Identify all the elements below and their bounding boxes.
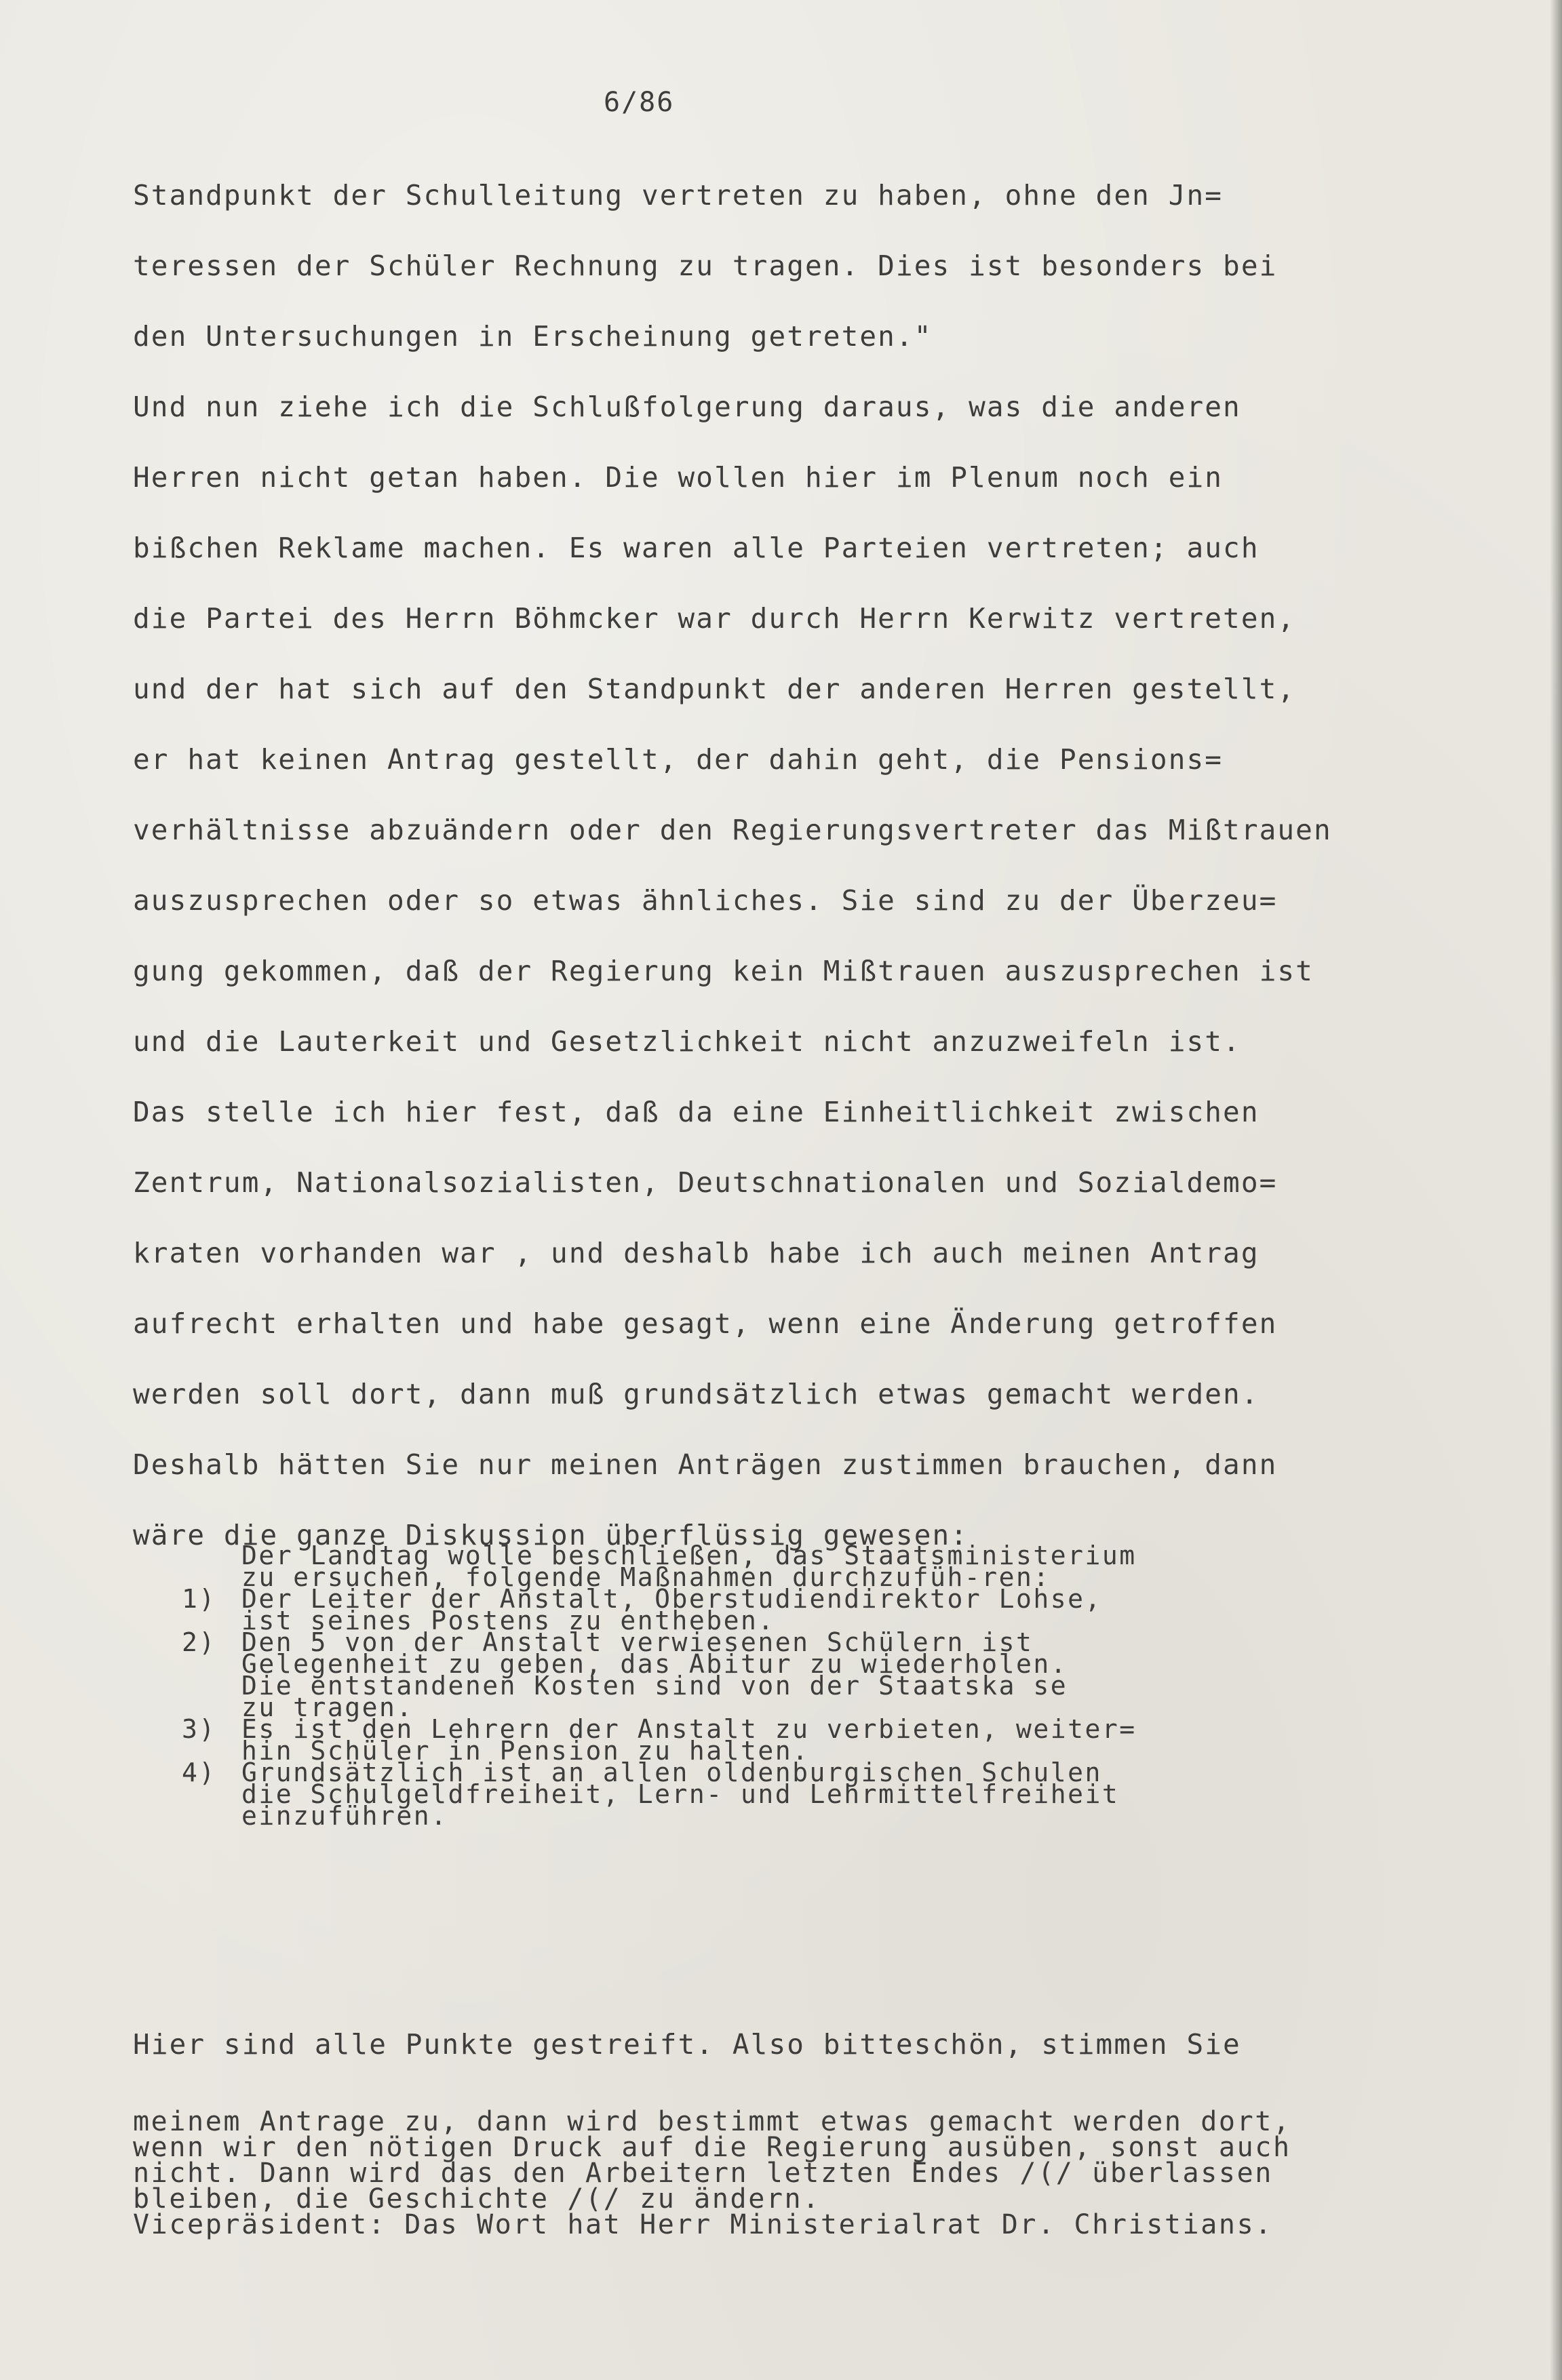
motion-item-line: zu tragen. — [241, 1692, 414, 1722]
text-line: bleiben, die Geschichte /(/ zu ändern. — [133, 2183, 821, 2215]
item-text: Den 5 von der Anstalt verwiesenen Schülern ist — [241, 1627, 1034, 1657]
text-line: und die Lauterkeit und Gesetzlichkeit nicht anzuzweifeln ist. — [133, 1025, 1241, 1058]
text-line: die Partei des Herrn Böhmcker war durch Herrn Kerwitz vertreten, — [133, 602, 1296, 635]
item-number: 3) — [182, 1714, 216, 1744]
text-line: gung gekommen, daß der Regierung kein Mißtrauen auszusprechen ist — [133, 955, 1314, 987]
text-line: werden soll dort, dann muß grundsätzlich etwas gemacht werden. — [133, 1378, 1260, 1410]
text-line: Herren nicht getan haben. Die wollen hier im Plenum noch ein — [133, 461, 1224, 494]
body-text — [133, 160, 1530, 1570]
text-line: auszusprechen oder so etwas ähnliches. Sie sind zu der Überzeu= — [133, 884, 1278, 917]
item-number: 2) — [182, 1627, 216, 1657]
text-line: meinem Antrage zu, dann wird bestimmt etwas gemacht werden dort, — [133, 2106, 1291, 2137]
text-line: Standpunkt der Schulleitung vertreten zu haben, ohne den Jn= — [133, 179, 1224, 212]
item-text: Der Leiter der Anstalt, Oberstudiendirektor Lohse, — [241, 1584, 1102, 1614]
text-line: er hat keinen Antrag gestellt, der dahin geht, die Pensions= — [133, 743, 1224, 776]
text-line: verhältnisse abzuändern oder den Regierungsvertreter das Mißtrauen — [133, 814, 1332, 846]
item-number: 1) — [182, 1584, 216, 1614]
item-text: Es ist den Lehrern der Anstalt zu verbieten, weiter= — [241, 1714, 1137, 1744]
motion-intro-line: zu ersuchen, folgende Maßnahmen durchzufüh-ren: — [241, 1562, 1051, 1592]
speaker-line: Vicepräsident: Das Wort hat Herr Ministerialrat Dr. Christians. — [133, 2209, 1273, 2240]
item-number: 4) — [182, 1758, 216, 1787]
item-text: Grundsätzlich ist an allen oldenburgischen Schulen — [241, 1758, 1102, 1787]
text-line: Deshalb hätten Sie nur meinen Anträgen zustimmen brauchen, dann — [133, 1448, 1278, 1481]
text-line: Zentrum, Nationalsozialisten, Deutschnationalen und Sozialdemo= — [133, 1166, 1278, 1199]
text-line: aufrecht erhalten und habe gesagt, wenn eine Änderung getroffen — [133, 1307, 1278, 1340]
text-line: Das stelle ich hier fest, daß da eine Einheitlichkeit zwischen — [133, 1096, 1260, 1128]
text-line: teressen der Schüler Rechnung zu tragen. Dies ist besonders bei — [133, 250, 1278, 282]
text-line: nicht. Dann wird das den Arbeitern letzten Endes /(/ überlassen — [133, 2158, 1273, 2189]
text-line: bißchen Reklame machen. Es waren alle Parteien vertreten; auch — [133, 532, 1260, 564]
motion-item-line: einzuführen. — [241, 1801, 448, 1831]
text-line: wenn wir den nötigen Druck auf die Regierung ausüben, sonst auch — [133, 2132, 1291, 2163]
motion-item-line: hin Schüler in Pension zu halten. — [241, 1736, 810, 1766]
motion-block — [182, 1541, 1462, 1831]
motion-intro-line: Der Landtag wolle beschließen, das Staatsministerium — [241, 1541, 1137, 1570]
text-line: und der hat sich auf den Standpunkt der anderen Herren gestellt, — [133, 673, 1296, 705]
text-line: den Untersuchungen in Erscheinung getreten." — [133, 320, 933, 353]
motion-item-line: Gelegenheit zu geben, das Abitur zu wiederholen. — [241, 1649, 1068, 1679]
page-edge-shadow — [1550, 0, 1562, 2380]
line-gap — [133, 2082, 1530, 2109]
text-line: Hier sind alle Punkte gestreift. Also bitteschön, stimmen Sie — [133, 2028, 1241, 2061]
motion-item-line: die Schulgeldfreiheit, Lern- und Lehrmittelfreiheit — [241, 1779, 1120, 1809]
text-line: Und nun ziehe ich die Schlußfolgerung daraus, was die anderen — [133, 391, 1241, 423]
page-number: 6/86 — [604, 87, 675, 118]
text-line: kraten vorhanden war , und deshalb habe ich auch meinen Antrag — [133, 1237, 1260, 1269]
text-line: wäre die ganze Diskussion überflüssig gewesen: — [133, 1519, 969, 1551]
motion-item-line: ist seines Postens zu entheben. — [241, 1606, 775, 1635]
motion-item-line: Die entstandenen Kosten sind von der Staatska se — [241, 1671, 1068, 1701]
closing-text — [133, 2007, 1530, 2238]
